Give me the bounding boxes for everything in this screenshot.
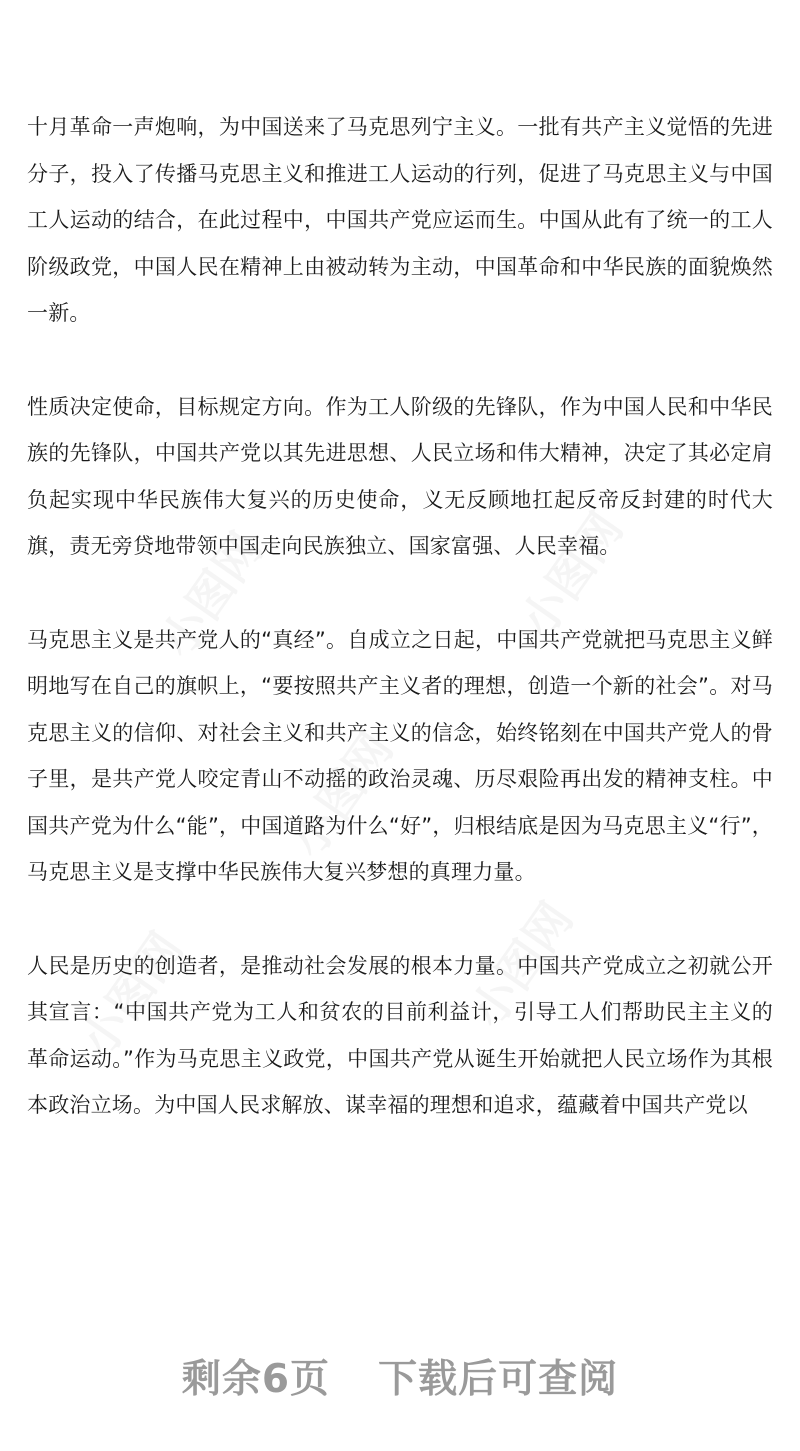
download-prompt-banner[interactable] bbox=[0, 1348, 800, 1404]
paragraph-3: 马克思主义是共产党人的“真经”。自成立之日起，中国共产党就把马克思主义鲜明地写在自己的旗帜上，“要按照共产主义者的理想，创造一个新的社会”。对马克思主义的信仰、对社会主义和共产主义的信念，始终铭刻在中国共产党人的骨子里，是共产党人咬定青山不动摇的政治灵魂、历尽艰险再出发的精神支柱。中国共产党为什么“能”，中国道路为什么“好”，归根结底是因为马克思主义“行”，马克思主义是支撑中华民族伟大复兴梦想的真理力量。 bbox=[27, 627, 773, 884]
watermark: 小图网 bbox=[149, 522, 274, 667]
paragraph-1: 十月革命一声炮响，为中国送来了马克思列宁主义。一批有共产主义觉悟的先进分子，投入了传播马克思主义和推进工人运动的行列，促进了马克思主义与中国工人运动的结合，在此过程中，中国共产党应运而生。中国从此有了统一的工人阶级政党，中国人民在精神上由被动转为主动，中国革命和中华民族的面貌焕然一新。 bbox=[27, 115, 773, 325]
watermark: 小图网 bbox=[69, 922, 194, 1067]
download-hint-label[interactable]: 下载后可查阅 bbox=[378, 1357, 619, 1402]
watermark: 小图网 bbox=[509, 502, 634, 647]
watermark: 小图网 bbox=[459, 892, 584, 1037]
watermark: 小图网 bbox=[279, 722, 404, 867]
document-body bbox=[27, 104, 773, 1176]
remaining-pages-label: 剩余6页 bbox=[181, 1357, 331, 1402]
paragraph-2: 性质决定使命，目标规定方向。作为工人阶级的先锋队，作为中国人民和中华民族的先锋队，中国共产党以其先进思想、人民立场和伟大精神，决定了其必定肩负起实现中华民族伟大复兴的历史使命，义无反顾地扛起反帝反封建的时代大旗，责无旁贷地带领中国走向民族独立、国家富强、人民幸福。 bbox=[27, 394, 773, 558]
paragraph-4: 人民是历史的创造者，是推动社会发展的根本力量。中国共产党成立之初就公开其宣言：“中国共产党为工人和贫农的目前利益计，引导工人们帮助民主主义的革命运动。”作为马克思主义政党，中国共产党从诞生开始就把人民立场作为其根本政治立场。为中国人民求解放、谋幸福的理想和追求，蕴藏着中国共产党以 bbox=[27, 953, 773, 1117]
